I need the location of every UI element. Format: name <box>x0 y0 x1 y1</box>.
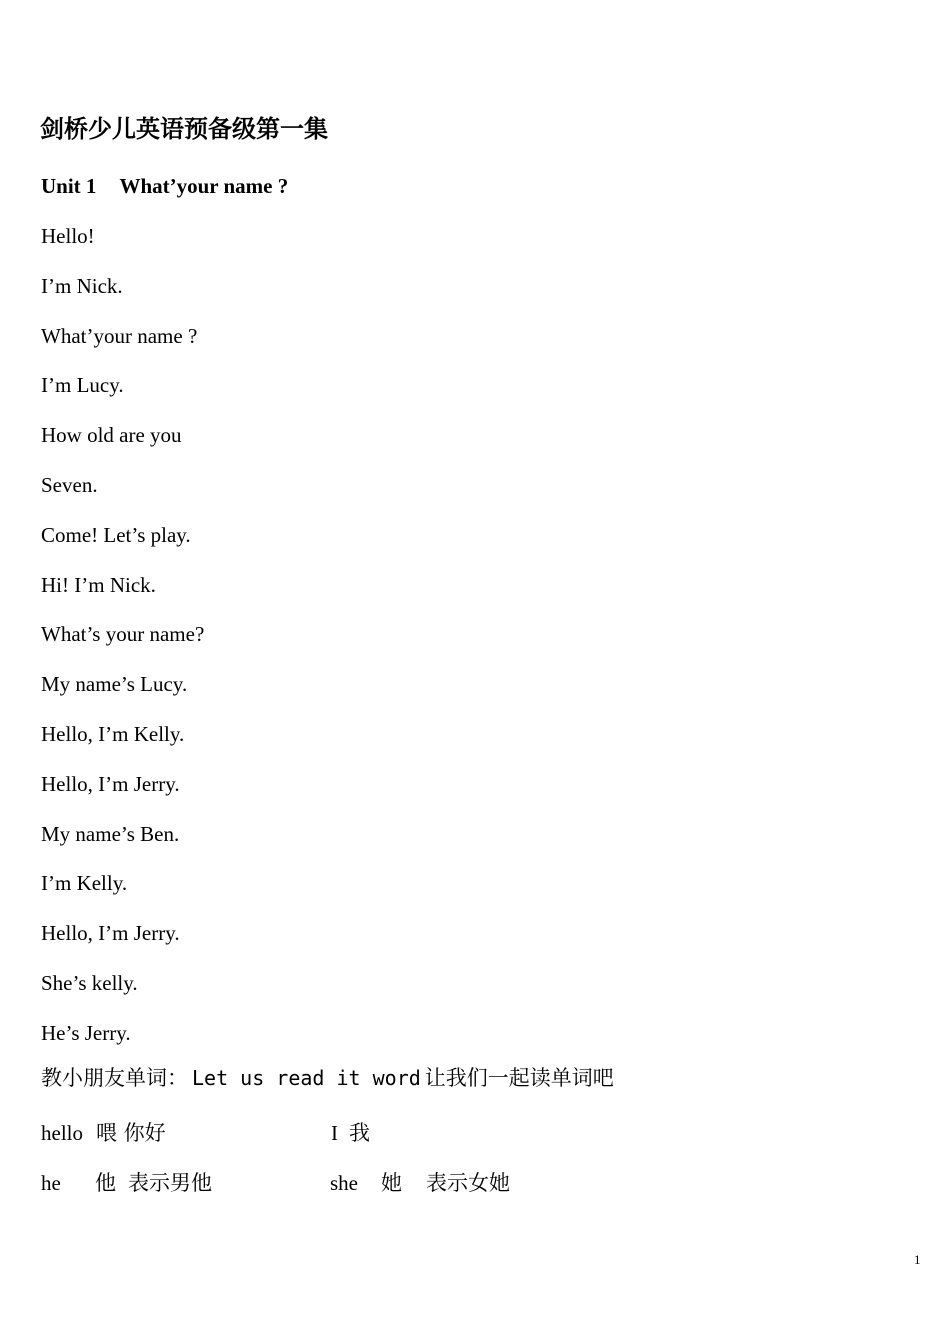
dialogue-line: Hello! <box>41 224 95 248</box>
dialogue-line: Come! Let’s play. <box>41 522 191 547</box>
dialogue-line: What’your name ? <box>41 323 198 348</box>
dialogue-line: Hello, I’m Jerry. <box>41 921 180 946</box>
unit-heading <box>41 172 288 200</box>
page-title: 剑桥少儿英语预备级第一集 <box>40 115 328 143</box>
dialogue-line: I’m Lucy. <box>41 373 124 398</box>
dialogue-line: Hello, I’m Jerry. <box>41 771 180 796</box>
vocab-meaning: 他 <box>95 1171 116 1195</box>
vocab-word: I <box>331 1121 338 1145</box>
dialogue-line: He’s Jerry. <box>41 1020 131 1045</box>
vocab-row <box>41 1168 641 1198</box>
dialogue-line: I’m Nick. <box>41 273 123 298</box>
dialogue-line: I’m Kelly. <box>41 871 128 896</box>
vocab-word: he <box>41 1171 61 1195</box>
dialogue-line: What’s your name? <box>41 622 205 647</box>
dialogue-list <box>41 221 204 1068</box>
dialogue-line: She’s kelly. <box>41 970 138 995</box>
vocab-row <box>41 1118 641 1148</box>
vocab-word: she <box>330 1171 358 1195</box>
page-number: 1 <box>914 1252 921 1267</box>
dialogue-line: How old are you <box>41 423 182 448</box>
unit-title: What’your name ? <box>119 174 289 198</box>
vocab-meaning: 喂 你好 <box>96 1121 166 1145</box>
dialogue-line: My name’s Lucy. <box>41 672 188 697</box>
unit-number: Unit 1 <box>41 174 97 198</box>
vocab-meaning: 我 <box>349 1121 370 1145</box>
teach-instruction <box>41 1063 614 1093</box>
teach-prefix: 教小朋友单词： <box>41 1066 188 1090</box>
teach-english: Let us read it word <box>192 1066 421 1090</box>
vocab-note: 表示男他 <box>128 1171 212 1195</box>
dialogue-line: Hi! I’m Nick. <box>41 572 156 597</box>
vocab-word: hello <box>41 1121 83 1145</box>
vocab-meaning: 她 <box>381 1171 402 1195</box>
teach-suffix: 让我们一起读单词吧 <box>424 1066 614 1090</box>
dialogue-line: Hello, I’m Kelly. <box>41 721 185 746</box>
vocab-note: 表示女她 <box>426 1171 510 1195</box>
dialogue-line: Seven. <box>41 472 98 497</box>
dialogue-line: My name’s Ben. <box>41 821 180 846</box>
